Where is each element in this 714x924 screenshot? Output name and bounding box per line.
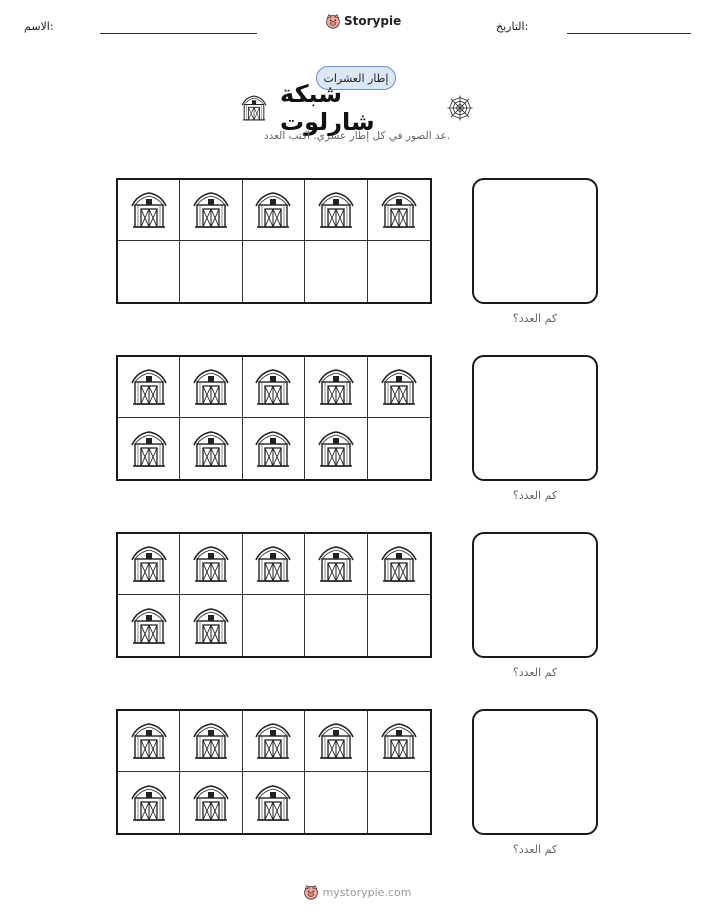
ten-frame-cell	[368, 357, 430, 418]
ten-frame-cell	[243, 357, 305, 418]
ten-frame-cell	[243, 534, 305, 595]
barn-icon	[253, 190, 293, 230]
ten-frame-cell	[180, 418, 242, 479]
barn-icon	[129, 606, 169, 646]
storypie-logo	[325, 13, 401, 29]
ten-frame-cell	[118, 772, 180, 833]
footer-url: mystorypie.com	[322, 885, 412, 899]
ten-frame-cell	[368, 772, 430, 833]
answer-box[interactable]	[472, 355, 598, 481]
ten-frame-cell	[180, 772, 242, 833]
barn-icon	[129, 367, 169, 407]
barn-icon	[253, 429, 293, 469]
question-label: كم العدد؟	[512, 489, 558, 502]
barn-icon	[253, 783, 293, 823]
name-line	[100, 33, 257, 34]
logo-text: Storypie	[344, 14, 402, 28]
barn-icon	[191, 783, 231, 823]
ten-frame-cell	[180, 711, 242, 772]
barn-icon	[191, 544, 231, 584]
pig-icon	[325, 13, 341, 29]
name-label: الاسم:	[24, 20, 54, 33]
ten-frame-cell	[180, 595, 242, 656]
barn-icon	[129, 544, 169, 584]
ten-frame-cell	[305, 772, 367, 833]
ten-frame-cell	[243, 241, 305, 302]
ten-frame-cell	[305, 711, 367, 772]
ten-frame-cell	[118, 595, 180, 656]
ten-frame	[116, 355, 432, 481]
ten-frame-cell	[305, 595, 367, 656]
date-label: التاريخ:	[496, 20, 529, 33]
answer-box[interactable]	[472, 532, 598, 658]
barn-icon	[129, 783, 169, 823]
ten-frame-cell	[118, 418, 180, 479]
barn-icon	[379, 721, 419, 761]
ten-frame-cell	[368, 711, 430, 772]
answer-box[interactable]	[472, 178, 598, 304]
spider-web-icon	[446, 93, 474, 123]
barn-icon	[316, 429, 356, 469]
footer	[0, 884, 714, 900]
barn-icon	[316, 721, 356, 761]
ten-frame	[116, 532, 432, 658]
question-label: كم العدد؟	[512, 843, 558, 856]
ten-frame-cell	[118, 180, 180, 241]
ten-frame-cell	[305, 180, 367, 241]
barn-icon	[129, 190, 169, 230]
barn-icon	[316, 544, 356, 584]
barn-icon	[129, 429, 169, 469]
ten-frame-cell	[180, 534, 242, 595]
barn-icon	[191, 367, 231, 407]
ten-frame-cell	[305, 418, 367, 479]
ten-frame-cell	[305, 534, 367, 595]
ten-frame-cell	[243, 418, 305, 479]
ten-frame-cell	[180, 241, 242, 302]
ten-frame-cell	[368, 534, 430, 595]
ten-frame-cell	[243, 711, 305, 772]
barn-icon	[253, 367, 293, 407]
ten-frame	[116, 178, 432, 304]
ten-frame-cell	[368, 241, 430, 302]
ten-frame-cell	[243, 772, 305, 833]
ten-frame-cell	[243, 180, 305, 241]
ten-frame-cell	[368, 418, 430, 479]
ten-frame-cell	[368, 180, 430, 241]
ten-frame-cell	[368, 595, 430, 656]
barn-icon	[240, 93, 268, 123]
instructions: عد الصور في كل إطار عشري. اكتب العدد.	[263, 130, 451, 142]
ten-frame-cell	[305, 241, 367, 302]
barn-icon	[129, 721, 169, 761]
ten-frame-cell	[180, 357, 242, 418]
pig-icon	[303, 884, 319, 900]
barn-icon	[379, 190, 419, 230]
ten-frame-cell	[118, 711, 180, 772]
barn-icon	[379, 367, 419, 407]
barn-icon	[191, 721, 231, 761]
barn-icon	[316, 190, 356, 230]
barn-icon	[191, 606, 231, 646]
worksheet-title: شبكة شارلوت	[280, 80, 375, 136]
ten-frame-cell	[118, 534, 180, 595]
barn-icon	[316, 367, 356, 407]
ten-frame-cell	[180, 180, 242, 241]
ten-frame-cell	[243, 595, 305, 656]
question-label: كم العدد؟	[512, 312, 558, 325]
ten-frame-cell	[118, 357, 180, 418]
barn-icon	[253, 721, 293, 761]
barn-icon	[191, 190, 231, 230]
date-line	[567, 33, 691, 34]
ten-frame-cell	[118, 241, 180, 302]
answer-box[interactable]	[472, 709, 598, 835]
ten-frame	[116, 709, 432, 835]
worksheet-header	[0, 0, 714, 50]
barn-icon	[253, 544, 293, 584]
question-label: كم العدد؟	[512, 666, 558, 679]
topic-tag: إطار العشرات	[316, 66, 396, 90]
ten-frame-cell	[305, 357, 367, 418]
barn-icon	[191, 429, 231, 469]
barn-icon	[379, 544, 419, 584]
